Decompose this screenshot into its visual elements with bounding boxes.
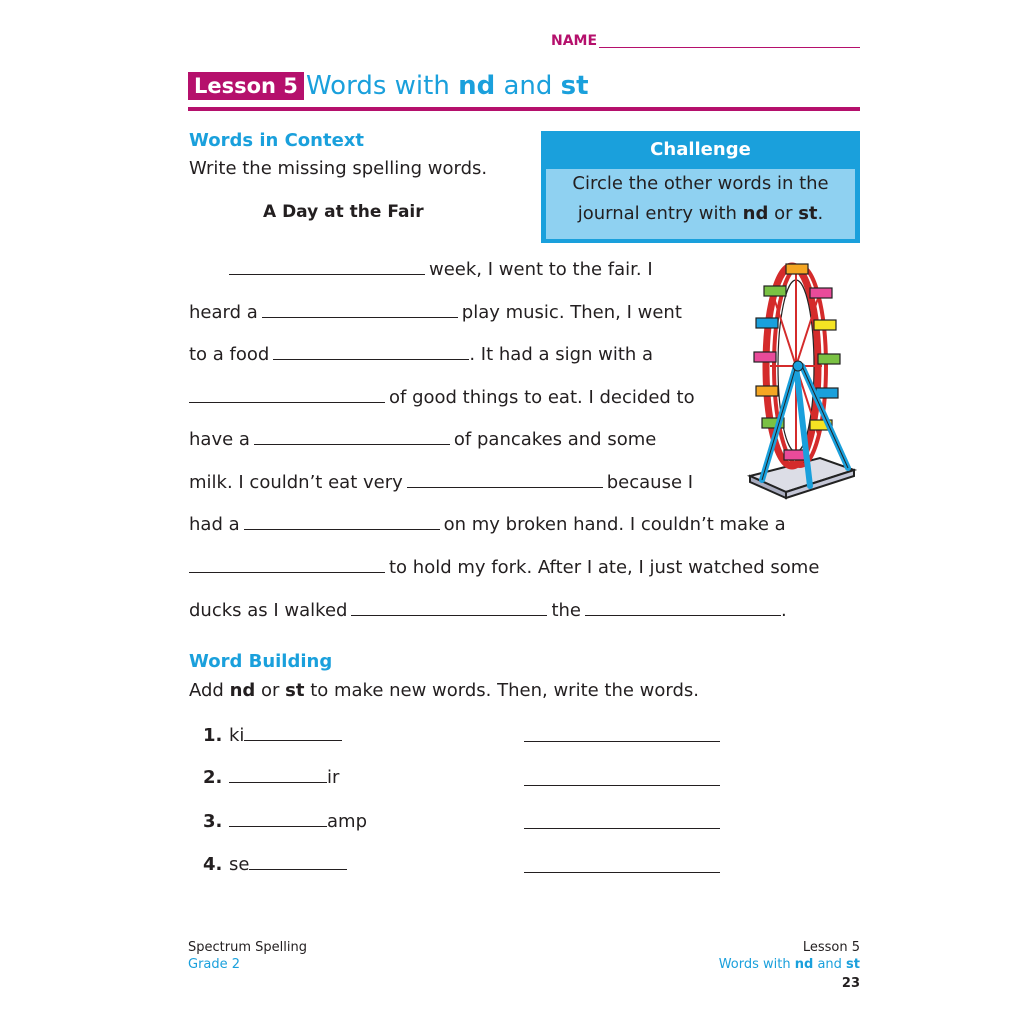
context-instruction: Write the missing spelling words. bbox=[189, 158, 488, 179]
challenge-text bbox=[546, 169, 855, 239]
item-suffix: ir bbox=[327, 767, 340, 788]
story-line-4 bbox=[189, 386, 695, 408]
story-blank[interactable] bbox=[585, 599, 781, 616]
story-blank[interactable] bbox=[189, 556, 385, 573]
word-item-1 bbox=[203, 724, 342, 746]
instr-nd: nd bbox=[229, 680, 256, 701]
word-building-heading: Word Building bbox=[189, 651, 333, 672]
story-blank[interactable] bbox=[351, 599, 547, 616]
lesson-badge: Lesson 5 bbox=[188, 72, 304, 100]
footer-title-pre: Words with bbox=[718, 957, 795, 972]
story-blank[interactable] bbox=[254, 428, 450, 445]
title-st: st bbox=[560, 71, 589, 101]
item-prefix: se bbox=[229, 854, 250, 875]
challenge-or: or bbox=[768, 203, 799, 224]
story-text: to hold my fork. After I ate, I just watched some bbox=[389, 557, 820, 578]
story-text: week, I went to the fair. I bbox=[429, 259, 653, 280]
story-line-9 bbox=[189, 599, 787, 621]
story-title: A Day at the Fair bbox=[263, 202, 424, 222]
answer-line-1[interactable] bbox=[524, 741, 720, 742]
instr-post: to make new words. Then, write the words. bbox=[304, 680, 700, 701]
challenge-line2 bbox=[546, 199, 855, 229]
story-text: because I bbox=[606, 472, 694, 493]
answer-line-2[interactable] bbox=[524, 785, 720, 786]
footer-lesson: Lesson 5 bbox=[802, 940, 860, 955]
footer-title-and: and bbox=[813, 957, 847, 972]
answer-line-3[interactable] bbox=[524, 828, 720, 829]
challenge-st: st bbox=[798, 203, 818, 224]
challenge-nd: nd bbox=[742, 203, 769, 224]
item-blank[interactable] bbox=[244, 724, 342, 741]
title-mid: and bbox=[495, 71, 561, 101]
answer-line-4[interactable] bbox=[524, 872, 720, 873]
item-blank[interactable] bbox=[229, 810, 327, 827]
story-text: heard a bbox=[189, 302, 258, 323]
story-text: to a food bbox=[189, 344, 270, 365]
lesson-title bbox=[306, 70, 589, 102]
story-line-1 bbox=[189, 258, 653, 280]
story-text: . It had a sign with a bbox=[469, 344, 654, 365]
story-blank[interactable] bbox=[273, 343, 469, 360]
story-blank[interactable] bbox=[229, 258, 425, 275]
challenge-line1: Circle the other words in the bbox=[572, 173, 829, 194]
page-number: 23 bbox=[841, 976, 860, 991]
story-text: ducks as I walked bbox=[189, 600, 348, 621]
story-line-2 bbox=[189, 301, 682, 323]
footer-lesson-title bbox=[719, 957, 860, 972]
instr-st: st bbox=[285, 680, 305, 701]
item-blank[interactable] bbox=[249, 853, 347, 870]
story-line-8 bbox=[189, 556, 819, 578]
name-field-line[interactable] bbox=[599, 47, 860, 48]
story-text: play music. Then, I went bbox=[461, 302, 682, 323]
challenge-end: . bbox=[817, 203, 824, 224]
word-item-4 bbox=[203, 853, 347, 875]
instr-or: or bbox=[255, 680, 286, 701]
challenge-box bbox=[541, 131, 860, 243]
title-pre: Words with bbox=[306, 71, 459, 101]
story-text: have a bbox=[189, 429, 250, 450]
word-building-instruction bbox=[189, 680, 699, 701]
story-blank[interactable] bbox=[407, 471, 603, 488]
story-line-7 bbox=[189, 513, 786, 535]
story-text: of good things to eat. I decided to bbox=[389, 387, 695, 408]
item-number: 2. bbox=[203, 767, 223, 788]
words-in-context-heading: Words in Context bbox=[189, 130, 364, 151]
story-blank[interactable] bbox=[244, 513, 440, 530]
story-text: . bbox=[781, 600, 787, 621]
item-suffix: amp bbox=[327, 811, 367, 832]
challenge-line2-pre: journal entry with bbox=[577, 203, 743, 224]
story-blank[interactable] bbox=[189, 386, 385, 403]
footer-title-st: st bbox=[846, 957, 860, 972]
story-text: of pancakes and some bbox=[453, 429, 657, 450]
title-nd: nd bbox=[458, 71, 496, 101]
name-label: NAME bbox=[551, 33, 598, 49]
story-blank[interactable] bbox=[262, 301, 458, 318]
footer-title-nd: nd bbox=[794, 957, 814, 972]
item-prefix: ki bbox=[229, 725, 245, 746]
footer-grade: Grade 2 bbox=[188, 957, 241, 972]
story-line-3 bbox=[189, 343, 653, 365]
item-number: 4. bbox=[203, 854, 223, 875]
story-line-5 bbox=[189, 428, 656, 450]
story-text: on my broken hand. I couldn’t make a bbox=[443, 514, 786, 535]
item-number: 3. bbox=[203, 811, 223, 832]
footer-book-title: Spectrum Spelling bbox=[188, 940, 307, 955]
story-line-6 bbox=[189, 471, 693, 493]
story-text: milk. I couldn’t eat very bbox=[189, 472, 403, 493]
word-item-2 bbox=[203, 766, 339, 788]
instr-pre: Add bbox=[189, 680, 230, 701]
challenge-heading: Challenge bbox=[650, 139, 751, 160]
ferris-wheel-illustration bbox=[740, 258, 860, 503]
item-blank[interactable] bbox=[229, 766, 327, 783]
title-rule bbox=[188, 107, 860, 111]
word-item-3 bbox=[203, 810, 367, 832]
story-text: the bbox=[551, 600, 581, 621]
item-number: 1. bbox=[203, 725, 223, 746]
story-text: had a bbox=[189, 514, 240, 535]
